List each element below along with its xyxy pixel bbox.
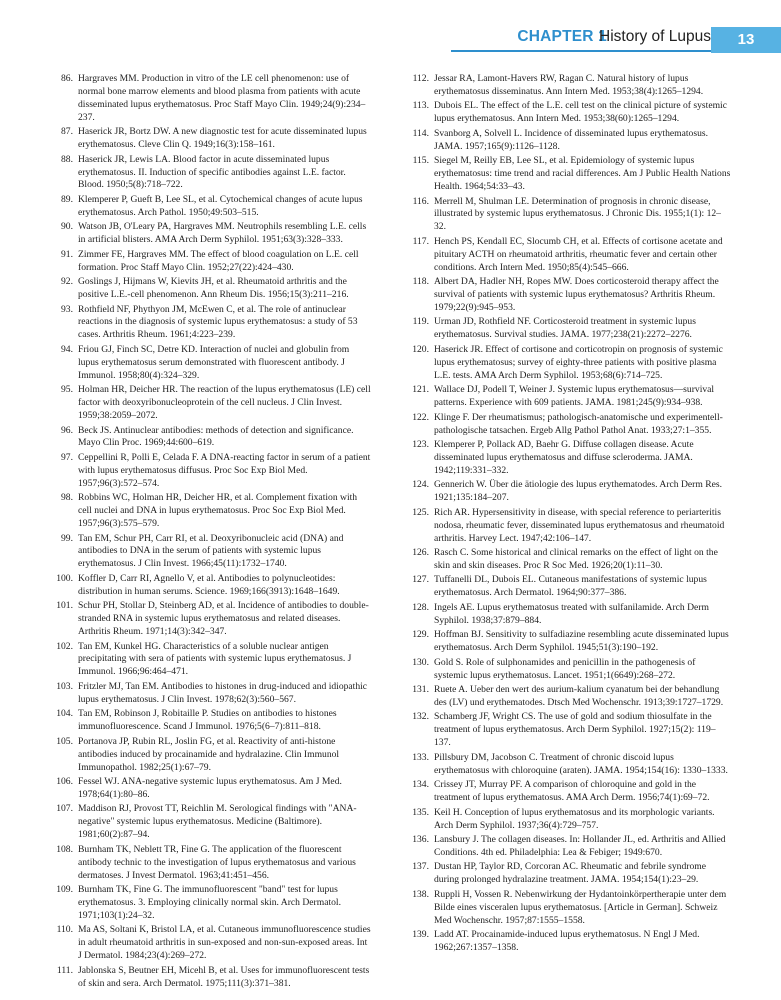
reference-number: 98. [61,492,73,504]
reference-text: Ladd AT. Procainamide-induced lupus erythematosus. N Engl J Med. 1962;267:1357–1358. [434,929,700,954]
reference-item [50,803,372,842]
reference-text: Klemperer P, Gueft B, Lee SL, et al. Cytochemical changes of acute lupus erythematosus. Arch Pathol. 1950;49:503–515. [78,193,363,218]
reference-item [406,100,731,126]
reference-item [50,965,372,991]
reference-item [406,657,731,683]
reference-number: 116. [412,195,429,207]
reference-text: Koffler D, Carr RI, Agnello V, et al. Antibodies to polynucleotides: distribution in human serums. Science. 1969;166(3913):1648–1649. [78,572,340,597]
reference-text: Fessel WJ. ANA-negative systemic lupus erythematosus. Am J Med. 1978;64(1):80–86. [78,776,342,800]
reference-item [50,641,372,680]
reference-number: 111. [56,964,73,976]
reference-text: Wallace DJ, Podell T, Weiner J. Systemic lupus erythematosus—survival patterns. Experience with 609 patients. JAMA. 1981;245(9):934–938. [434,384,715,409]
reference-text: Lansbury J. The collagen diseases. In: Hollander JL, ed. Arthritis and Allied Conditions. 4th ed. Philadelphia: Lea & Febiger; 1949:670. [434,834,726,858]
reference-text: Beck JS. Antinuclear antibodies: methods of detection and significance. Mayo Clin Proc. 1969;44:600–619. [78,424,354,449]
reference-item [50,492,372,531]
reference-item [406,684,731,710]
reference-number: 107. [56,803,73,815]
reference-text: Watson JB, O'Leary PA, Hargraves MM. Neutrophils resembling L.E. cells in artificial blisters. AMA Arch Derm Syphilol. 1951;63(3):328–333. [78,221,367,246]
reference-text: Ruete A. Ueber den wert des aurium-kalium cyanatum bei der behandlung des (LV) und erythematodes. Dtsch Med Wochenschr. 1913;39:1727–1729. [434,684,724,708]
reference-item [406,602,731,628]
reference-text: Goslings J, Hijmans W, Kievits JH, et al. Rheumatoid arthritis and the positive L.E.-cell phenomenon. Ann Rheum Dis. 1956;15(3):211–216. [78,276,349,301]
reference-text: Zimmer FE, Hargraves MM. The effect of blood coagulation on L.E. cell formation. Proc Staff Mayo Clin. 1952;27(22):424–430. [78,248,359,273]
reference-number: 118. [412,276,429,288]
reference-item [50,533,372,572]
reference-item [406,779,731,805]
reference-item [406,412,731,438]
reference-item [406,236,731,275]
reference-number: 117. [412,235,429,247]
reference-item [50,384,372,423]
reference-text: Jablonska S, Beutner EH, Micehl B, et al. Uses for immunofluorescent tests of skin and sera. Arch Dermatol. 1975;111(3):371–381. [78,964,370,989]
reference-text: Urman JD, Rothfield NF. Corticosteroid treatment in systemic lupus erythematosus. Survival studies. JAMA. 1977;238(21):2272–2276. [434,316,696,341]
reference-item [50,276,372,302]
reference-number: 135. [412,806,429,818]
reference-text: Holman HR, Deicher HR. The reaction of the lupus erythematosus (LE) cell factor with deoxyribonucleoprotein of the cell nucleus. J Clin Invest. 1959;38:2059–2072. [78,384,371,421]
reference-number: 86. [61,73,73,84]
reference-item [406,807,731,833]
reference-number: 134. [412,779,429,791]
reference-number: 101. [56,600,73,612]
reference-text: Friou GJ, Finch SC, Detre KD. Interaction of nuclei and globulin from lupus erythematosus serum demonstrated with fluorescent antibody. J Immunol. 1958;80(4):324–329. [78,343,350,381]
reference-number: 108. [56,843,73,855]
reference-text: Gold S. Role of sulphonamides and penicillin in the pathogenesis of systemic lupus erythematosus. Lancet. 1951;1(6649):268–272. [434,656,696,681]
reference-item [50,708,372,734]
reference-number: 126. [412,547,429,559]
reference-number: 103. [56,680,73,692]
reference-item [406,316,731,342]
reference-number: 100. [56,572,73,584]
reference-text: Robbins WC, Holman HR, Deicher HR, et al. Complement fixation with cell nuclei and DNA in lupus erythematosus. Proc Soc Exp Biol Med. 1957;96(3):575–579. [78,492,358,530]
reference-number: 122. [412,411,429,423]
reference-text: Haserick JR, Bortz DW. A new diagnostic test for acute disseminated lupus erythematosus. Cleve Clin Q. 1949;16(3):158–161. [78,126,367,151]
reference-item [50,844,372,883]
reference-item [50,924,372,963]
reference-number: 112. [412,73,429,84]
reference-item [50,600,372,639]
reference-text: Ruppli H, Vossen R. Nebenwirkung der Hydantoinkörpertherapie unter dem Bilde eines visceralen lupus erythematosus. [Article in German]. Schweiz Med Wochenschr. 1957;87:1555–1558. [434,888,727,926]
reference-text: Schur PH, Stollar D, Steinberg AD, et al. Incidence of antibodies to double-stranded RNA in systemic lupus erythematosus and related diseases. Arthritis Rheum. 1971;14(3):342–347. [78,600,369,638]
reference-text: Portanova JP, Rubin RL, Joslin FG, et al. Reactivity of anti-histone antibodies induced by procainamide and hydralazine. Clin Immunol Immunopathol. 1982;25(1):67–79. [78,735,340,773]
header-rule [451,50,711,52]
reference-item [50,154,372,193]
reference-number: 91. [61,248,73,260]
reference-text: Fritzler MJ, Tan EM. Antibodies to histones in drug-induced and idiopathic lupus erythematosus. J Clin Invest. 1978;62(3):560–567. [78,680,368,705]
reference-item [406,384,731,410]
reference-text: Burnham TK, Fine G. The immunofluorescent "band" test for lupus erythematosus. 3. Employing clinically normal skin. Arch Dermatol. 1971;103(1):24–32. [78,884,341,921]
reference-text: Dubois EL. The effect of the L.E. cell test on the clinical picture of systemic lupus erythematosus. Ann Intern Med. 1953;38(60):1265–1294. [434,100,727,125]
reference-text: Dustan HP, Taylor RD, Corcoran AC. Rheumatic and febrile syndrome during prolonged hydralazine treatment. JAMA. 1954;154(1):23–29. [434,861,706,886]
reference-number: 104. [56,708,73,720]
reference-number: 113. [412,100,429,112]
chapter-title: History of Lupus [599,28,711,45]
reference-item [50,194,372,220]
reference-item [50,126,372,152]
reference-number: 124. [412,479,429,491]
reference-number: 90. [61,221,73,233]
reference-text: Ceppellini R, Polli E, Celada F. A DNA-reacting factor in serum of a patient with lupus erythematosus diffusus. Proc Soc Exp Biol Med. 1957;96(3):572–574. [78,451,371,489]
references-left-column [50,73,372,992]
reference-number: 120. [412,343,429,355]
reference-item [50,425,372,451]
reference-item [50,249,372,275]
reference-item [406,344,731,383]
reference-item [50,73,372,125]
reference-item [50,884,372,923]
reference-text: Haserick JR. Effect of cortisone and corticotropin on prognosis of systemic lupus erythematosus; survey of eighty-three patients with positive plasma L.E. tests. AMA Arch Derm Syphilol. 1953;68(6):714–725. [434,343,723,381]
reference-number: 94. [61,343,73,355]
reference-item [406,629,731,655]
reference-item [50,304,372,343]
reference-number: 133. [412,751,429,763]
reference-text: Hoffman BJ. Sensitivity to sulfadiazine resembling acute disseminated lupus erythematosus. Arch Derm Syphilol. 1945;51(3):190–192. [434,629,729,654]
reference-number: 92. [61,276,73,288]
reference-item [406,276,731,315]
reference-text: Svanborg A, Solvell L. Incidence of disseminated lupus erythematosus. JAMA. 1957;165(9):1126–1128. [434,127,708,152]
reference-number: 136. [412,834,429,845]
reference-number: 114. [412,127,429,139]
reference-text: Maddison RJ, Provost TT, Reichlin M. Serological findings with "ANA-negative" systemic lupus erythematosus. Medicine (Baltimore). 1981;60(2):87–94. [78,803,357,841]
reference-number: 97. [61,451,73,463]
reference-item [406,861,731,887]
reference-number: 139. [412,929,429,941]
reference-text: Keil H. Conception of lupus erythematosus and its morphologic variants. Arch Derm Syphilol. 1937;36(4):729–757. [434,806,715,831]
reference-number: 130. [412,656,429,668]
reference-text: Tan EM, Kunkel HG. Characteristics of a soluble nuclear antigen precipitating with sera of patients with systemic lupus erythematosus. J Immunol. 1966;96:464–471. [78,640,352,678]
reference-text: Tuffanelli DL, Dubois EL. Cutaneous manifestations of systemic lupus erythematosus. Arch Dermatol. 1964;90:377–386. [434,574,707,599]
page-header [0,27,781,53]
reference-number: 138. [412,888,429,900]
reference-number: 93. [61,303,73,315]
reference-number: 115. [412,155,429,167]
reference-text: Merrell M, Shulman LE. Determination of prognosis in chronic disease, illustrated by systemic lupus erythematosus. J Chronic Dis. 1955;1(1): 12–32. [434,195,721,233]
reference-number: 87. [61,126,73,138]
reference-text: Hench PS, Kendall EC, Slocumb CH, et al. Effects of cortisone acetate and pituitary ACTH on rheumatoid arthritis, rheumatic fever and certain other conditions. Arch Intern Med. 1950;85(4):545–666. [434,235,723,273]
reference-item [50,452,372,491]
reference-item [406,439,731,478]
reference-text: Rothfield NF, Phythyon JM, McEwen C, et al. The role of antinuclear reactions in the diagnosis of systemic lupus erythematosus: a study of 53 cases. Arthritis Rheum. 1961;4:223–239. [78,303,358,341]
reference-number: 102. [56,640,73,652]
reference-text: Crissey JT, Murray PF. A comparison of chloroquine and gold in the treatment of lupus erythematosus. AMA Arch Derm. 1956;74(1):69–72. [434,779,710,804]
page-number: 13 [711,27,781,53]
reference-item [406,574,731,600]
reference-text: Ingels AE. Lupus erythematosus treated with sulfanilamide. Arch Derm Syphilol. 1938;37:879–884. [434,601,709,626]
reference-number: 88. [61,153,73,165]
reference-item [406,929,731,955]
reference-number: 106. [56,776,73,787]
reference-text: Rasch C. Some historical and clinical remarks on the effect of light on the skin and skin diseases. Proc R Soc Med. 1926;20(1):11–30. [434,547,718,571]
reference-text: Schamberg JF, Wright CS. The use of gold and sodium thiosulfate in the treatment of lupus erythematosus. Arch Derm Syphilol. 1927;15(2): 119–137. [434,711,716,749]
chapter-label: CHAPTER 1 [517,28,607,45]
reference-item [50,221,372,247]
reference-number: 119. [412,316,429,328]
reference-text: Burnham TK, Neblett TR, Fine G. The application of the fluorescent antibody technic to the investigation of lupus erythematosus and various dermatoses. J Invest Dermatol. 1963;41:451–456. [78,843,356,881]
reference-number: 131. [412,684,429,696]
reference-item [50,776,372,802]
reference-text: Ma AS, Soltani K, Bristol LA, et al. Cutaneous immunofluorescence studies in adult rheumatoid arthritis in sun-exposed and non-sun-exposed areas. Int J Dermatol. 1984;23(4):269–272. [78,924,371,962]
reference-text: Tan EM, Robinson J, Robitaille P. Studies on antibodies to histones immunofluorescence. Scand J Immunol. 1976;5(6–7):811–818. [78,708,337,733]
reference-number: 128. [412,601,429,613]
reference-number: 137. [412,861,429,873]
references-right-column [406,73,731,957]
reference-number: 89. [61,193,73,205]
reference-number: 105. [56,735,73,747]
reference-item [50,573,372,599]
reference-number: 123. [412,439,429,450]
reference-text: Albert DA, Hadler NH, Ropes MW. Does corticosteroid therapy affect the survival of patients with systemic lupus erythematosus? Arthritis Rheum. 1979;22(9):945–953. [434,276,719,313]
reference-text: Hargraves MM. Production in vitro of the LE cell phenomenon: use of normal bone marrow elements and blood plasma from patients with acute disseminated lupus erythematosus. Proc Staff Mayo Clin. 1949;24(9):234–237. [78,73,366,123]
reference-text: Jessar RA, Lamont-Havers RW, Ragan C. Natural history of lupus erythematosus disseminatus. Ann Intern Med. 1953;38(4):1265–1294. [434,73,704,97]
reference-item [406,547,731,573]
reference-number: 127. [412,574,429,586]
reference-number: 110. [56,924,73,936]
reference-item [406,889,731,928]
reference-item [50,736,372,775]
reference-number: 96. [61,424,73,436]
reference-text: Klinge F. Der rheumatismus; pathologisch-anatomische und experimentell-pathologische tatsachen. Ergeb Allg Pathol Pathol Anat. 1933;27:1–355. [434,411,723,436]
reference-text: Tan EM, Schur PH, Carr RI, et al. Deoxyribonucleic acid (DNA) and antibodies to DNA in the serum of patients with systemic lupus erythematosus. J Clin Invest. 1966;45(11):1732–1740. [78,532,344,570]
reference-item [406,479,731,505]
reference-item [50,344,372,383]
reference-number: 109. [56,884,73,896]
reference-item [50,681,372,707]
reference-text: Gennerich W. Über die ätiologie des lupus erythematodes. Arch Derm Res. 1921;135:184–207. [434,479,723,504]
reference-number: 95. [61,384,73,396]
reference-number: 121. [412,384,429,396]
reference-text: Pillsbury DM, Jacobson C. Treatment of chronic discoid lupus erythematosus with chloroquine (araten). JAMA. 1954;154(16): 1330–1333. [434,751,728,776]
reference-item [406,834,731,860]
reference-text: Rich AR. Hypersensitivity in disease, with special reference to periarteritis nodosa, rheumatic fever, disseminated lupus erythematosus and rheumatoid arthritis. Harvey Lect. 1947;42:106–147. [434,506,725,544]
reference-number: 129. [412,629,429,641]
reference-item [406,507,731,546]
reference-item [406,155,731,194]
reference-item [406,752,731,778]
reference-item [406,711,731,750]
reference-number: 99. [61,532,73,544]
reference-item [406,128,731,154]
reference-text: Siegel M, Reilly EB, Lee SL, et al. Epidemiology of systemic lupus erythematosus: time trend and racial differences. Am J Public Health Nations Health. 1964;54:33–43. [434,155,731,193]
reference-item [406,73,731,99]
reference-text: Haserick JR, Lewis LA. Blood factor in acute disseminated lupus erythematosus. II. Induction of specific antibodies against L.E. factor. Blood. 1950;5(8):718–722. [78,153,346,191]
reference-number: 125. [412,506,429,518]
reference-number: 132. [412,711,429,723]
reference-text: Klemperer P, Pollack AD, Baehr G. Diffuse collagen disease. Acute disseminated lupus erythematosus and diffuse scleroderma. JAMA. 1942;119:331–332. [434,439,694,476]
reference-item [406,196,731,235]
